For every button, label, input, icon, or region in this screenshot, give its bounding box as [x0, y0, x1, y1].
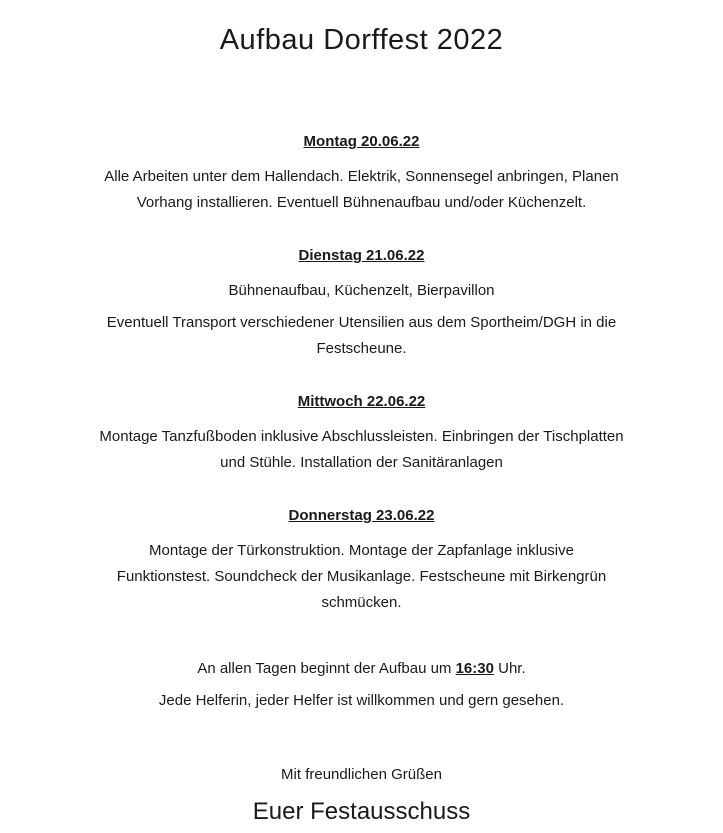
paragraph — [0, 538, 723, 616]
section-montag — [0, 132, 723, 216]
paragraph-line: Montage der Türkonstruktion. Montage der Zapfanlage inklusive — [149, 542, 574, 559]
time-value: 16:30 — [455, 660, 494, 677]
day-heading-mittwoch: Mittwoch 22.06.22 — [297, 393, 426, 410]
paragraph — [0, 310, 723, 362]
day-heading-donnerstag: Donnerstag 23.06.22 — [288, 507, 435, 524]
day-heading-montag: Montag 20.06.22 — [303, 133, 420, 150]
paragraph-line: Funktionstest. Soundcheck der Musikanlage. Festscheune mit Birkengrün — [116, 568, 607, 585]
paragraph-line: schmücken. — [321, 594, 402, 611]
closing-greeting: Mit freundlichen Grüßen — [281, 766, 442, 783]
signature: Euer Festausschuss — [252, 798, 471, 825]
paragraph-line: Alle Arbeiten unter dem Hallendach. Elektrik, Sonnensegel anbringen, Planen — [104, 168, 619, 185]
paragraph-line: und Stühle. Installation der Sanitäranlagen — [220, 454, 503, 471]
paragraph — [0, 278, 723, 304]
helpers-note: Jede Helferin, jeder Helfer ist willkommen und gern gesehen. — [158, 692, 565, 709]
section-mittwoch — [0, 392, 723, 476]
paragraph-line: Festscheune. — [316, 340, 407, 357]
time-note-prefix: An allen Tagen beginnt der Aufbau um — [197, 660, 456, 677]
page-title: Aufbau Dorffest 2022 — [219, 24, 504, 56]
paragraph-line: Eventuell Transport verschiedener Utensilien aus dem Sportheim/DGH in die — [106, 314, 617, 331]
paragraph — [0, 424, 723, 476]
day-heading-dienstag: Dienstag 21.06.22 — [298, 247, 425, 264]
section-dienstag — [0, 246, 723, 362]
paragraph-line: Vorhang installieren. Eventuell Bühnenaufbau und/oder Küchenzelt. — [136, 194, 587, 211]
paragraph-line: Montage Tanzfußboden inklusive Abschlussleisten. Einbringen der Tischplatten — [99, 428, 624, 445]
time-note — [0, 656, 723, 682]
paragraph-line: Bühnenaufbau, Küchenzelt, Bierpavillon — [228, 282, 495, 299]
paragraph — [0, 164, 723, 216]
section-donnerstag — [0, 506, 723, 616]
time-note-suffix: Uhr. — [493, 660, 526, 677]
